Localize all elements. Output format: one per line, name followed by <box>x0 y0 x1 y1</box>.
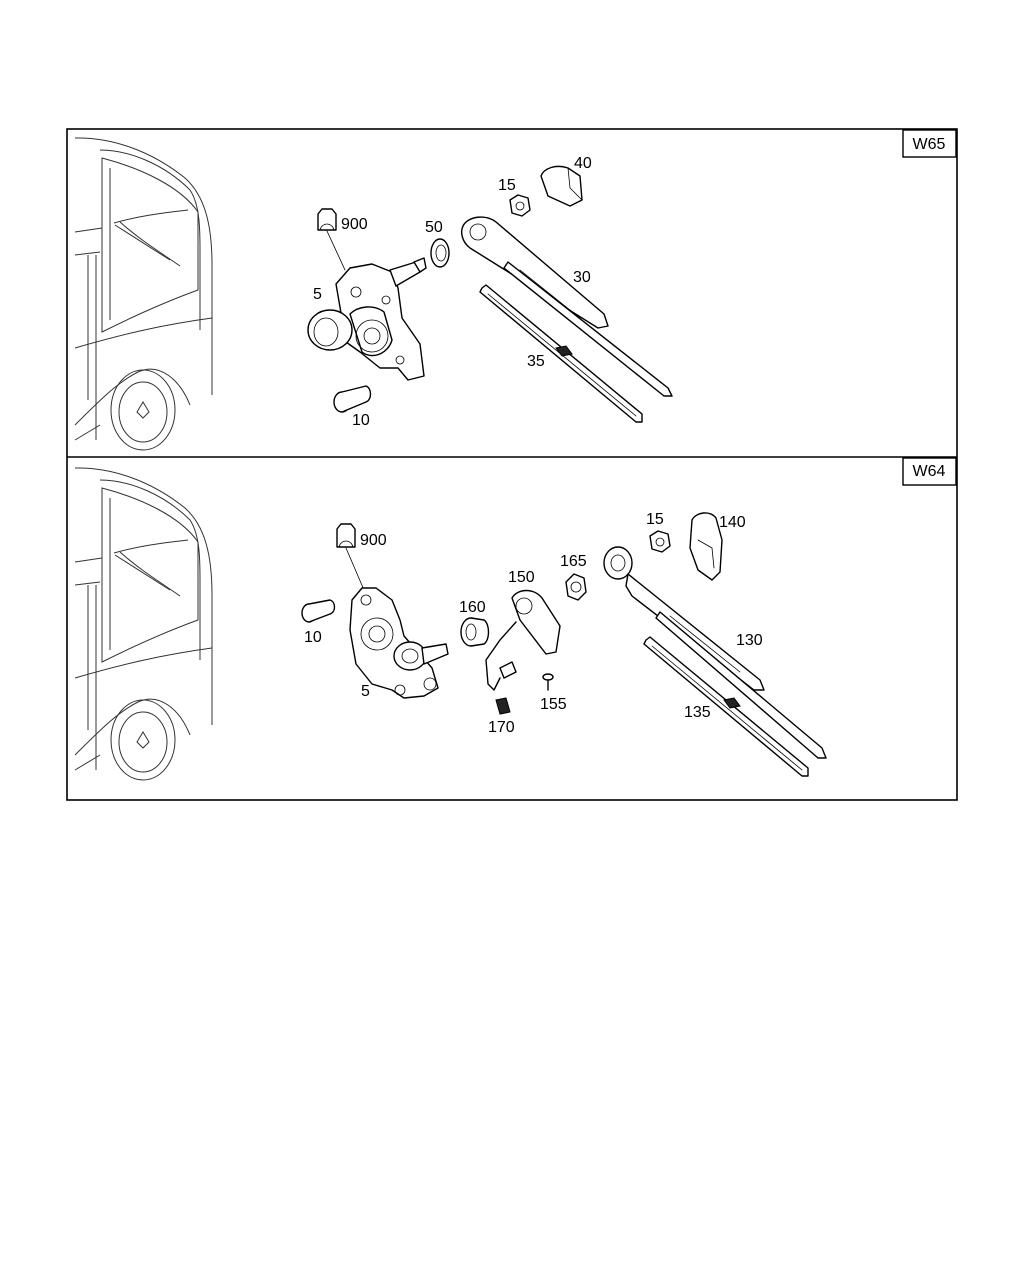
diagram-frame <box>67 129 957 800</box>
wiper-arm-part <box>462 217 672 396</box>
clip-part <box>488 698 515 736</box>
wiper-arm-label-2: 130 <box>736 632 763 649</box>
connector-label: 900 <box>341 216 368 233</box>
bolt-part <box>334 386 371 429</box>
nut-part-2 <box>646 511 670 552</box>
screw-label: 155 <box>540 696 567 713</box>
grommet-part <box>459 599 489 646</box>
van-rear-illustration <box>75 138 212 450</box>
variant-tag-w64 <box>903 458 956 485</box>
seal-part <box>425 219 449 267</box>
seal-part-2 <box>560 553 587 600</box>
bolt-label-2: 10 <box>304 629 322 646</box>
nut-label: 15 <box>498 177 516 194</box>
seal-label: 50 <box>425 219 443 236</box>
nut-part <box>498 177 530 216</box>
bolt-part-2 <box>302 600 335 646</box>
connector-part <box>318 209 368 233</box>
motor-label-2: 5 <box>361 683 370 700</box>
motor-label: 5 <box>313 286 322 303</box>
connector-leader <box>327 231 345 270</box>
connector-label-2: 900 <box>360 532 387 549</box>
bracket-label: 150 <box>508 569 535 586</box>
wiper-motor-part <box>308 258 426 380</box>
screw-part <box>540 674 567 713</box>
panel-w64 <box>75 458 956 780</box>
wiper-arm-label: 30 <box>573 269 591 286</box>
bracket-part <box>486 569 560 690</box>
connector-part-2 <box>337 524 387 549</box>
variant-tag-w65 <box>903 130 956 157</box>
van-rear-illustration-2 <box>75 468 212 780</box>
wiper-arm-part-2 <box>604 547 826 758</box>
cover-cap-part-2 <box>690 513 746 580</box>
cover-cap-part <box>541 155 592 206</box>
cover-cap-label-2: 140 <box>719 514 746 531</box>
seal-label-2: 165 <box>560 553 587 570</box>
clip-label: 170 <box>488 719 515 736</box>
bolt-label: 10 <box>352 412 370 429</box>
connector-leader-2 <box>346 548 364 590</box>
panel-w65 <box>75 130 956 450</box>
nut-label-2: 15 <box>646 511 664 528</box>
variant-tag-w65-text: W65 <box>912 136 946 153</box>
grommet-label: 160 <box>459 599 486 616</box>
wiper-blade-label: 35 <box>527 353 545 370</box>
cover-cap-label: 40 <box>574 155 592 172</box>
variant-tag-w64-text: W64 <box>912 463 946 480</box>
wiper-motor-part-2 <box>350 588 448 700</box>
wiper-blade-label-2: 135 <box>684 704 711 721</box>
